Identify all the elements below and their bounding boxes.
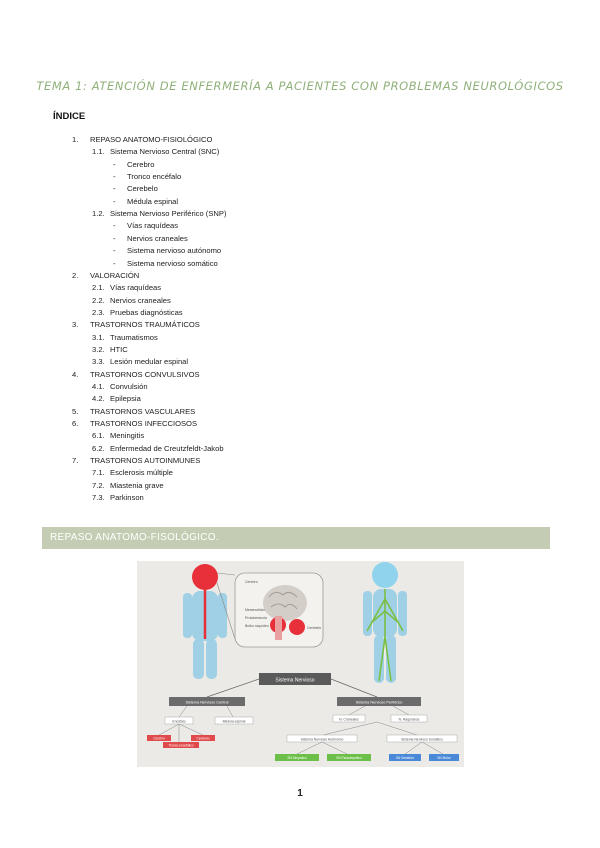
- toc-item-text: Pruebas diagnósticas: [110, 307, 183, 317]
- toc-item-text: Vías raquídeas: [127, 221, 179, 231]
- toc-item-number: -: [113, 196, 116, 206]
- document-title: TEMA 1: ATENCIÓN DE ENFERMERÍA A PACIENTES CON PROBLEMAS NEUROLÓGICOS: [36, 79, 564, 93]
- toc-item-text: Tronco encéfalo: [127, 172, 182, 182]
- toc-item-text: Sistema Nervioso Periférico (SNP): [110, 209, 227, 219]
- toc-item-number: 1.2.: [92, 209, 105, 219]
- diagram-craneales: N. Craneales: [339, 717, 359, 722]
- toc-item-number: 7.: [72, 456, 79, 466]
- toc-item-text: Vías raquídeas: [110, 283, 162, 293]
- toc-item-text: TRASTORNOS INFECCIOSOS: [90, 419, 198, 429]
- diagram-sensitivo: SN Sensitivo: [395, 756, 415, 761]
- toc-item-number: 1.: [72, 135, 79, 144]
- toc-item-number: 3.3.: [92, 357, 105, 367]
- brain-label: Cerebro: [245, 580, 258, 584]
- diagram-snp: Sistema Nervioso Periférico: [355, 700, 403, 705]
- page-number: 1: [297, 788, 303, 799]
- toc-item-number: 2.2.: [92, 295, 105, 305]
- toc-item-number: 6.: [72, 419, 79, 429]
- toc-item-text: Esclerosis múltiple: [110, 468, 173, 478]
- diagram-somatico: Sistema Nervioso Somático: [401, 737, 443, 742]
- toc-item-text: Sistema Nervioso Central (SNC): [110, 147, 220, 157]
- section-heading-bar: [42, 527, 550, 549]
- brain-label: Bulbo raquídeo: [245, 624, 269, 628]
- diagram-svg: [137, 561, 464, 767]
- toc-item-text: Epilepsia: [110, 394, 141, 404]
- toc-item-number: 3.2.: [92, 344, 105, 354]
- toc-item-number: 6.1.: [92, 431, 105, 441]
- toc-item-text: Convulsión: [110, 382, 148, 391]
- brain-label: Cerebelo: [307, 626, 322, 630]
- toc-item-number: -: [113, 233, 116, 243]
- diagram-motor: SN Motor: [437, 756, 451, 761]
- toc-item-text: Enfermedad de Creutzfeldt-Jakob: [110, 443, 224, 453]
- toc-item-text: TRASTORNOS VASCULARES: [90, 406, 196, 416]
- diagram-snc: Sistema Nervioso Central: [185, 700, 229, 705]
- toc-item-text: Nervios craneales: [127, 233, 188, 243]
- brain-label: Mesencéfalo: [245, 608, 265, 612]
- toc-item-number: 4.: [72, 369, 79, 379]
- toc-item-number: 1.1.: [92, 147, 105, 157]
- toc-item-number: 7.2.: [92, 480, 105, 490]
- toc-item-number: 4.2.: [92, 394, 105, 404]
- toc-item-number: -: [113, 258, 116, 268]
- diagram-parasimpatico: SN Parasimpático: [336, 756, 362, 761]
- toc-item-number: -: [113, 221, 116, 231]
- toc-item-number: 7.3.: [92, 493, 105, 503]
- toc-item-text: Cerebelo: [127, 184, 158, 194]
- human-figure-right: [363, 562, 407, 683]
- brain-zoom-box: [217, 573, 323, 647]
- diagram-autonomo: Sistema Nervioso Autónomo: [300, 737, 344, 742]
- toc-item-text: VALORACIÓN: [90, 270, 140, 280]
- diagram-raquideos: N. Raquídeos: [398, 717, 420, 722]
- toc-item-text: Miastenia grave: [110, 480, 164, 490]
- nervous-system-tree: [147, 673, 459, 761]
- toc-item-number: 2.: [72, 270, 79, 280]
- toc-item-number: 2.3.: [92, 307, 105, 317]
- toc-item-number: 5.: [72, 406, 79, 416]
- section-heading: REPASO ANATOMO-FISOLÓGICO.: [50, 532, 219, 543]
- diagram-medula: Médula espinal: [222, 719, 246, 724]
- toc-item-number: 3.: [72, 320, 79, 330]
- toc-item-text: Meningitis: [110, 431, 145, 441]
- nervous-system-diagram-photo: [137, 561, 464, 767]
- toc-item-number: 6.2.: [92, 443, 105, 453]
- toc-item-number: -: [113, 172, 116, 182]
- diagram-root: Sistema Nervioso: [275, 677, 315, 684]
- toc-item-text: Cerebro: [127, 159, 155, 169]
- toc-item-text: TRASTORNOS AUTOINMUNES: [90, 456, 201, 466]
- toc-item-number: 2.1.: [92, 283, 105, 293]
- toc-item-text: Traumatismos: [110, 332, 158, 342]
- toc-item-text: Parkinson: [110, 493, 144, 503]
- toc-item-text: Lesión medular espinal: [110, 357, 189, 367]
- toc-item-text: HTIC: [110, 344, 128, 354]
- toc-item-number: 3.1.: [92, 332, 105, 342]
- toc-item-text: REPASO ANATOMO-FISIOLÓGICO: [90, 135, 213, 144]
- toc-item-number: 7.1.: [92, 468, 105, 478]
- toc-item-text: TRASTORNOS CONVULSIVOS: [90, 369, 200, 379]
- index-heading: ÍNDICE: [53, 111, 86, 122]
- diagram-cerebelo: Cerebelo: [196, 736, 210, 741]
- toc-item-text: TRASTORNOS TRAUMÁTICOS: [90, 320, 200, 330]
- toc-item-number: 4.1.: [92, 382, 105, 391]
- human-figure-left: [183, 564, 227, 679]
- diagram-encefalo: Encéfalo: [172, 719, 186, 724]
- diagram-tronco: Tronco encefálico: [168, 743, 194, 748]
- toc-item-number: -: [113, 246, 116, 256]
- toc-item-text: Sistema nervioso autónomo: [127, 246, 222, 256]
- toc-item-number: -: [113, 184, 116, 194]
- diagram-cerebro: Cerebro: [153, 736, 165, 741]
- diagram-simpatico: SN Simpático: [287, 756, 307, 761]
- toc-item-number: -: [113, 159, 116, 169]
- toc-item-text: Sistema nervioso somático: [127, 258, 218, 268]
- brain-label: Protuberancia: [245, 616, 267, 620]
- toc-item-text: Nervios craneales: [110, 295, 171, 305]
- toc-item-text: Médula espinal: [127, 196, 179, 206]
